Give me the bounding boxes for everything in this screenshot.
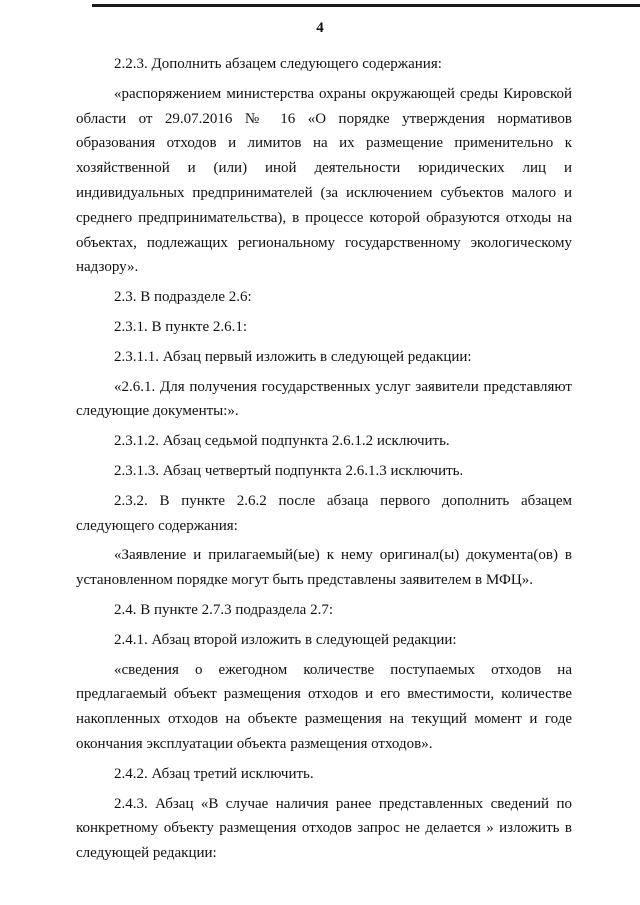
top-border-line [92, 4, 640, 7]
paragraph-2-3-1-2: 2.3.1.2. Абзац седьмой подпункта 2.6.1.2 исключить. [114, 433, 450, 450]
paragraph-2-4: 2.4. В пункте 2.7.3 подраздела 2.7: [114, 601, 334, 618]
paragraph-quote-application: «Заявление и прилагаемый(ые) к нему оригинал(ы) документа(ов) в установленном порядке могут быть представлены заявителем в МФЦ». [76, 547, 572, 589]
paragraph-2-3-2: 2.3.2. В пункте 2.6.2 после абзаца первого дополнить абзацем следующего содержания: [76, 492, 572, 534]
paragraph-2-4-3: 2.4.3. Абзац «В случае наличия ранее представленных сведений по конкретному объекту размещения отходов запрос не делается » изложить в следующей редакции: [76, 795, 572, 862]
paragraph-2-2-3: 2.2.3. Дополнить абзацем следующего содержания: [114, 56, 442, 72]
paragraph-2-3: 2.3. В подразделе 2.6: [114, 289, 252, 306]
paragraph-quote-waste-info: «сведения о ежегодном количестве поступаемых отходов на предлагаемый объект размещения отходов и его вместимости, количестве накопленных отходов на объекте размещения на текущий момент и годе окончания эксплуатации объекта размещения отходов». [76, 661, 572, 752]
paragraph-2-3-1: 2.3.1. В пункте 2.6.1: [114, 318, 248, 335]
paragraph-quote-2-6-1: «2.6.1. Для получения государственных услуг заявители представляют следующие документы:». [76, 378, 572, 420]
paragraph-2-3-1-3: 2.3.1.3. Абзац четвертый подпункта 2.6.1.3 исключить. [114, 462, 464, 479]
paragraph-2-3-1-1: 2.3.1.1. Абзац первый изложить в следующей редакции: [114, 348, 472, 365]
document-body [76, 52, 572, 871]
paragraph-quote-order: «распоряжением министерства охраны окружающей среды Кировской области от 29.07.2016 № 16 «О порядке утверждения нормативов образования отходов и лимитов на их размещение применительно к хозяйственной и (или) иной деятельности юридических лиц и индивидуальных предпринимателей (за исключением субъектов малого и среднего предпринимательства), в процессе которой образуются отходы на объектах, подлежащих региональному государственному экологическому надзору». [76, 85, 572, 276]
paragraph-2-4-1: 2.4.1. Абзац второй изложить в следующей редакции: [114, 631, 457, 648]
page-number: 4 [316, 20, 324, 36]
paragraph-2-4-2: 2.4.2. Абзац третий исключить. [114, 765, 314, 782]
